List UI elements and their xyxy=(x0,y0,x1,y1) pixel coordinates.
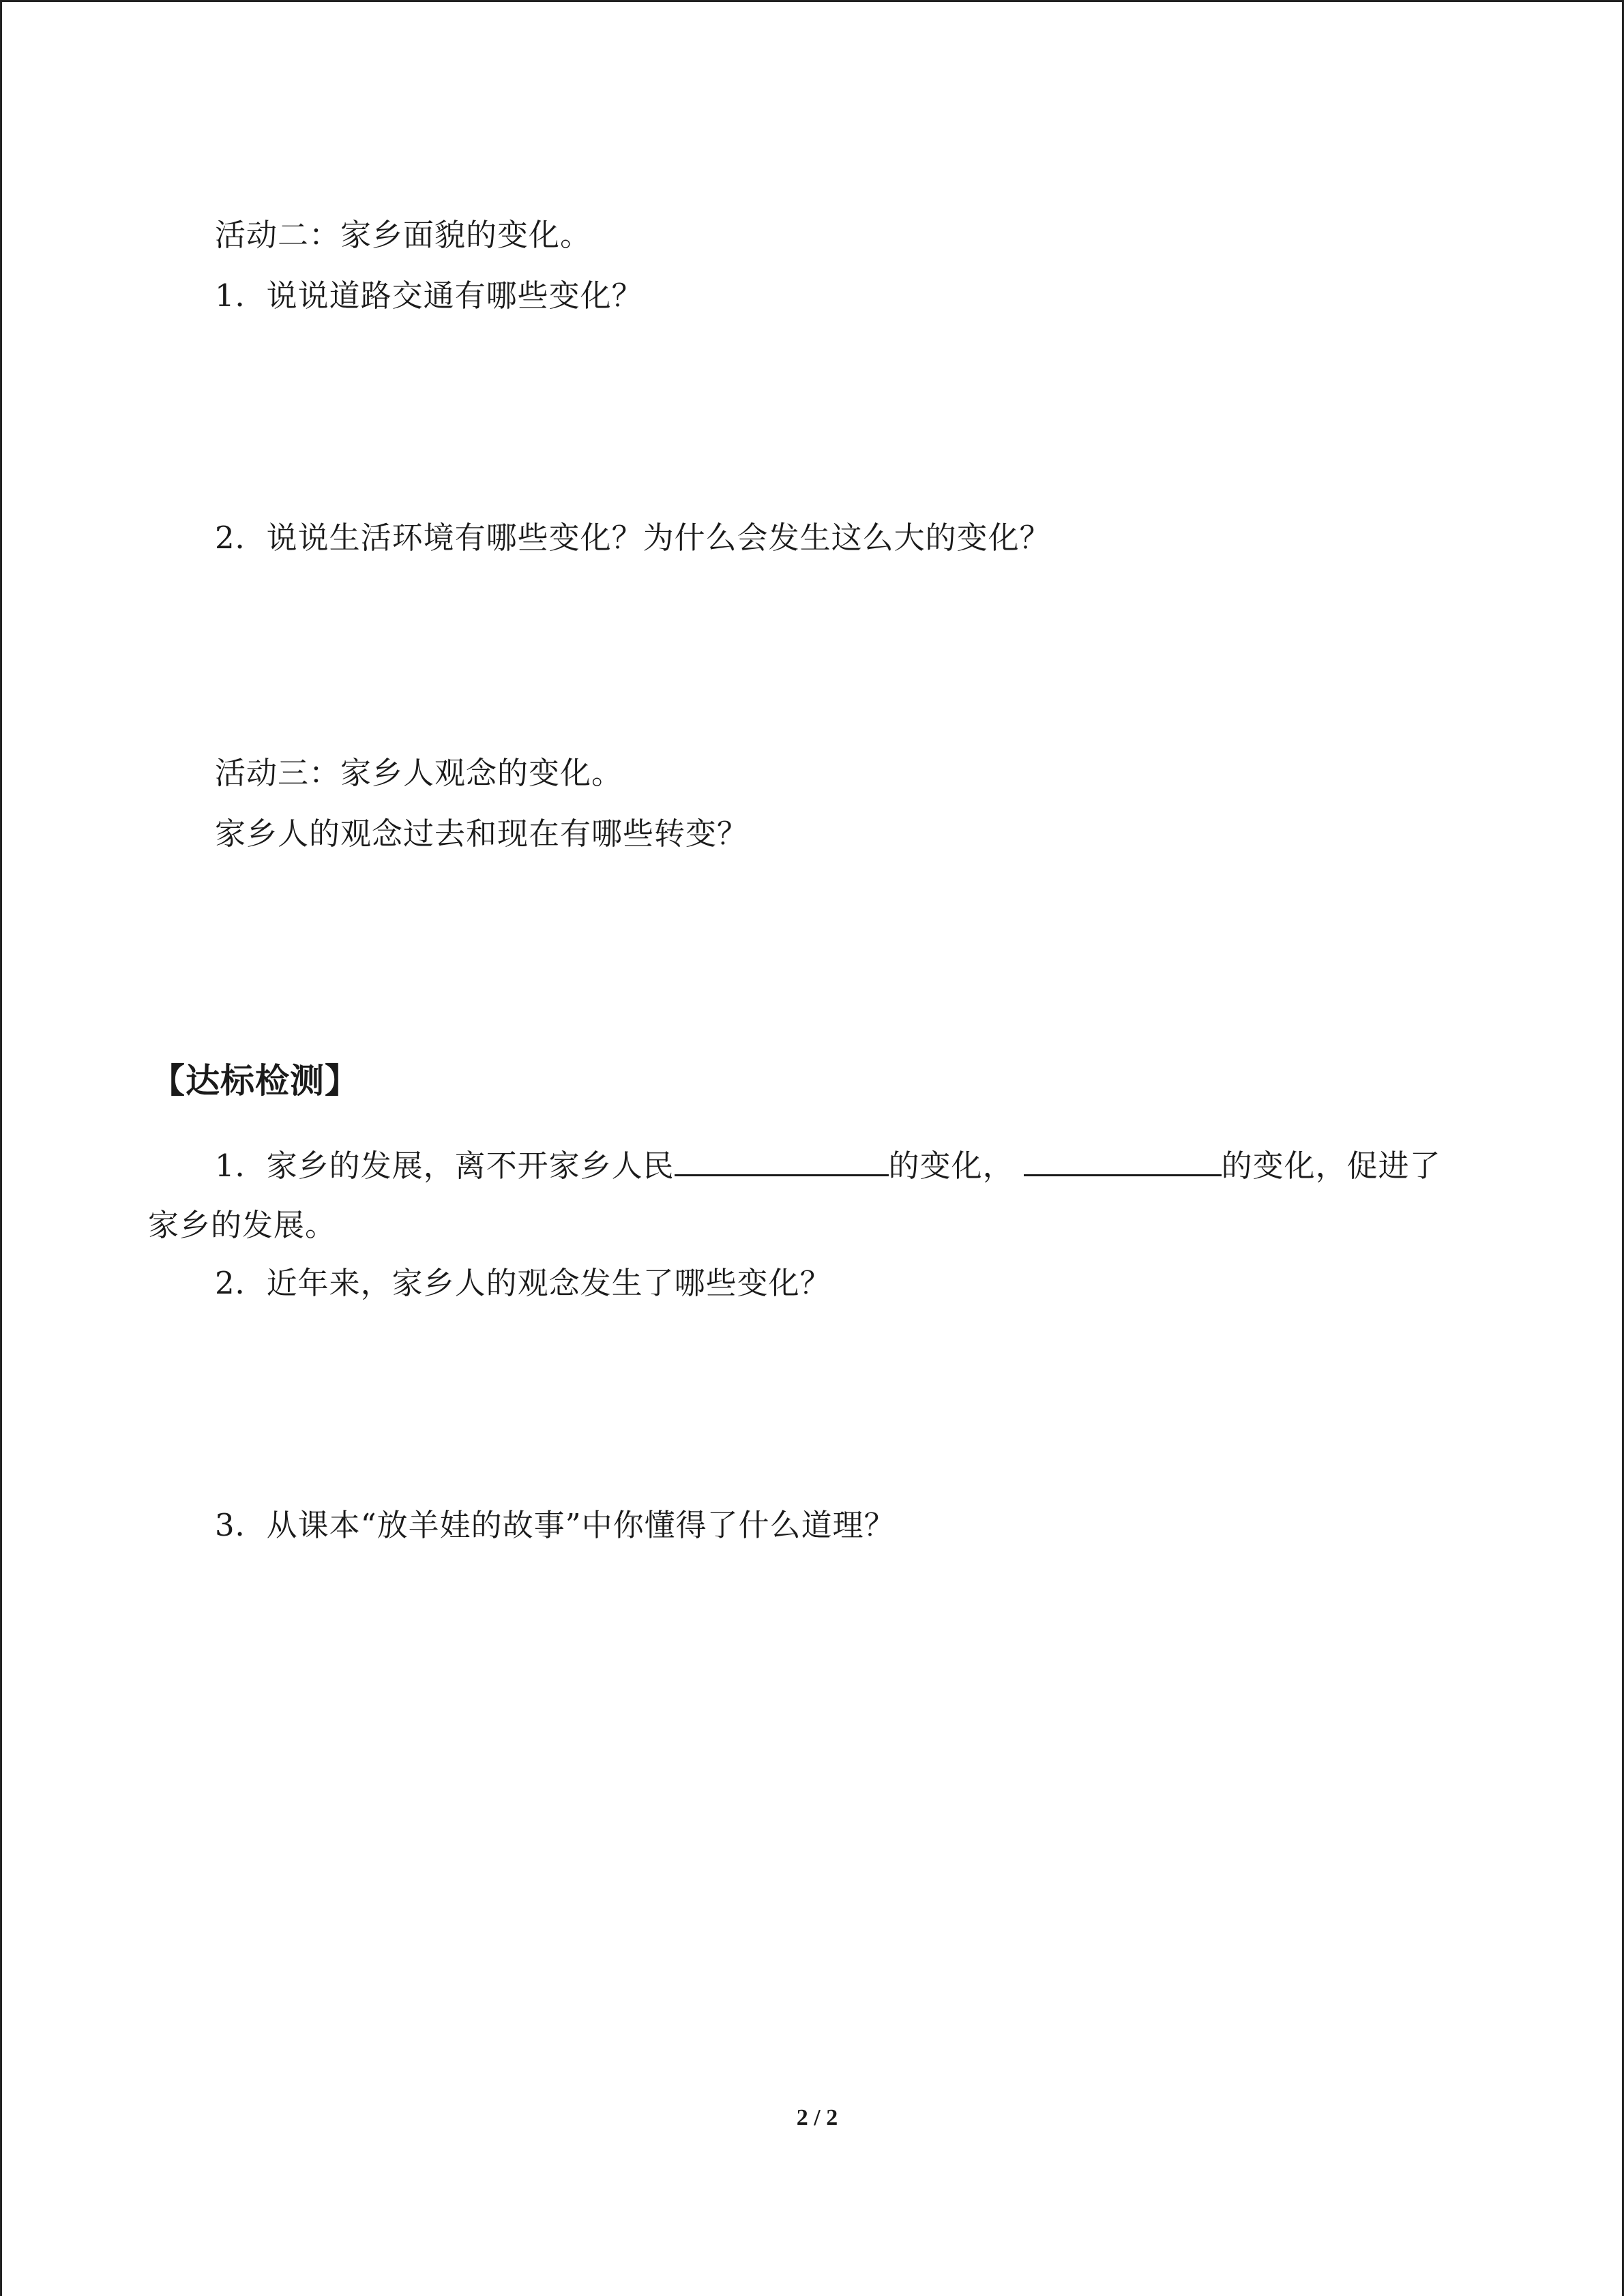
page-number: 2 / 2 xyxy=(796,2105,838,2130)
assessment-q1-text-1: 1．家乡的发展，离不开家乡人民 xyxy=(215,1148,675,1184)
assessment-question-1-continued: 家乡的发展。 xyxy=(148,1207,337,1243)
activity2-question-1: 1．说说道路交通有哪些变化？ xyxy=(215,278,643,314)
assessment-heading: 【达标检测】 xyxy=(151,1061,359,1101)
fill-blank-2[interactable] xyxy=(1024,1144,1222,1176)
assessment-q1-text-2: 的变化， xyxy=(888,1148,1014,1184)
assessment-question-3: 3．从课本“放羊娃的故事”中你懂得了什么道理？ xyxy=(215,1507,896,1543)
assessment-question-1 xyxy=(215,1144,1441,1187)
activity3-question: 家乡人的观念过去和现在有哪些转变？ xyxy=(215,816,749,852)
assessment-question-2: 2．近年来，家乡人的观念发生了哪些变化？ xyxy=(215,1265,831,1301)
activity2-question-2: 2．说说生活环境有哪些变化？为什么会发生这么大的变化？ xyxy=(215,520,1051,556)
assessment-q1-text-3: 的变化，促进了 xyxy=(1221,1148,1441,1184)
activity2-title: 活动二：家乡面貌的变化。 xyxy=(215,217,592,253)
fill-blank-1[interactable] xyxy=(675,1144,889,1176)
activity3-title: 活动三：家乡人观念的变化。 xyxy=(215,755,623,791)
